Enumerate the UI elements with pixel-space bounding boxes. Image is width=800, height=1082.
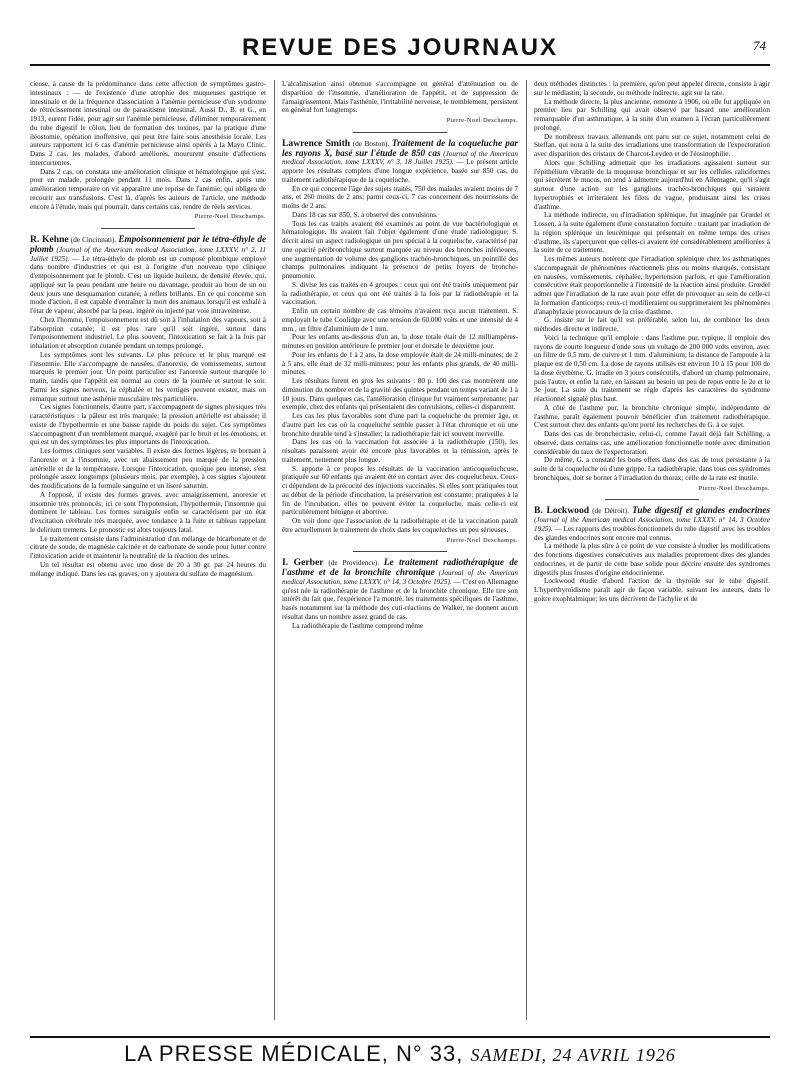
journal-reference: (Journal of the American medical Association, tome LXXXV, n° 14, 3 Octobre 1925). [534,516,770,533]
article-title: Traitement de la coqueluche par les rayons X, basé sur l'étude de 850 cas [282,137,518,158]
abstract-heading [282,139,518,185]
page-header [30,30,770,66]
paragraph: L'alcalinisation ainsi obtenue s'accompagne en général d'atténuation ou de disparition de l'insomnie, d'amélioration de l'appétit, et de suppression de l'amaigrissement. Mais l'asthénie, l'irritabilité nerveuse, le tremblement, persistent en général fort longtemps. [282,80,518,115]
paragraph: Les résultats furent en gros les suivants : 80 p. 100 des cas montrèrent une diminution du nombre et de la gravité des quintes pendant un temps variant de 1 à 10 jours. Dans quelques cas, l'amélioration clinique fut vraiment surprenante; par exemple, chez des enfants qui présentaient des convulsions, celles-ci disparurent. [282,377,518,412]
separator-rule [101,228,195,229]
author-name: B. Lockwood [534,505,590,517]
paragraph: Enfin un certain nombre de cas témoins n'avaient reçu aucun traitement. S. employait le tube Coolidge avec une tension de 60.000 volts et une intensité de 4 mm., un filtre d'aluminium de 1 mm. [282,307,518,333]
paragraph: Les formes cliniques sont variables. Il existe des formes légères, se bornant à l'anorexie et à l'insomnie, avec un abaissement peu marqué de la pression artérielle et de la température. Lorsque l'intoxication, quoique peu intense, s'est prolongée assez longtemps (plusieurs mois, par exemple), à ces signes s'ajoutent des modifications de la formule sanguine et un liseré saturnin. [30,447,266,490]
article-title: Le traitement radiothérapique de l'asthme et de la bronchite chronique [282,557,518,577]
journal-reference: (Journal of the American medical Association, tome LXXXV, n° 3, 18 Juillet 1925). [282,149,518,167]
column-divider [526,80,527,1020]
paragraph: Les symptômes sont les suivants. Le plus précoce et le plus marqué est l'insomnie. Elle s'accompagne de nausées, d'anorexie, de vomissements, surtout marqués le premier jour. Un point particulier est l'anorexie surtout marquée le matin, tandis que l'appétit est normal au cours de la journée et surtout le soir. Parmi les signes nerveux, la céphalée et les vertiges peuvent exister, mais on remarque surtout une asthénie musculaire très particulière. [30,350,266,403]
paragraph: Le traitement consiste dans l'administration d'un mélange de bicarbonate et de citrate de soude, de magnésie calcinée et de carbonate de soude pour lutter contre l'intoxication acide et maintenir la neutralité de la réaction des urines. [30,534,266,560]
abstract-heading [30,235,266,316]
journal-reference: (Journal of the American medical Association, tome LXXXV, n° 14, 3 Octobre 1925). [282,569,518,586]
paragraph: Ces signes fonctionnels, d'autre part, s'accompagnent de signes physiques très caractéristiques : la pâleur est très marquée; la pression artérielle est abaissée; il existe de l'hypothermie et une baisse rapide du poids du sujet. Ces symptômes s'accompagnent d'un tremblement marqué, exagéré par le bruit et les émotions, et qui est un des symptômes les plus importants de l'intoxication. [30,403,266,447]
paragraph: Dans des cas de bronchectasie, celui-ci, comme l'avait déjà fait Schilling, a observé, dans certains cas, une amélioration fonctionnelle notée avec diminution considérable du taux de l'expectoration. [534,430,770,456]
article-title: Tube digestif et glandes endocrines [632,505,770,516]
paragraph: — Le tétra-éthyle de plomb est un composé plombique employé dans nombre d'industries et qui est à l'origine d'un nouveau type clinique d'empoisonnement par le plomb. C'est un liquide huileux, de densité élevée, qui, appliqué sur la peau pendant une heure ou davantage, produit au bout de un ou deux jours une desquamation cutanée, à reflets brillants. En ce qui concerne son mode d'action, il est capable d'entraîner la mort des animaux lorsqu'il est exhalé à l'état de vapeur, absorbé par la peau, ingéré ou injecté par voie intraveineuse. [30,254,266,315]
author-name: I. Gerber [282,557,324,569]
abstract-heading [534,506,770,542]
separator-rule [353,551,447,552]
column-2 [282,80,518,1020]
paragraph: La méthode la plus sûre à ce point de vue consiste à étudier les modifications des fonctions digestives consécutives aux maladies proprement dites des glandes endocrines, et de partir de cette base solide pour décrire ensuite des syndromes digestifs plus frustes d'origine endocrinienne. [534,542,770,577]
paragraph: Les mêmes auteurs notèrent que l'irradiation splénique chez les asthmatiques s'accompagnait de phénomènes réactionnels plus ou moins marqués, consistant en nausées, vomissements, céphalée, hypertension parfois, et que l'amélioration consécutive était proportionnelle à l'intensité de la réaction ainsi produite. Grœdel admet que l'irradiation de la rate avait pour effet de provoquer au sein de celle-ci la formation d'anticorps; ceux-ci modifieraient ou supprimeraient les phénomènes d'anaphylaxie provocateurs de la crise d'asthme. [534,255,770,316]
paragraph: — Les rapports des troubles fonctionnels du tube digestif avec les troubles des glandes endocrines sont encore mal connus. [534,524,770,542]
paragraph: cieuse, à cause de la prédominance dans cette affection de symptômes gastro-intestinaux : — de l'existence d'une atrophie des muqueuses gastrique et intestinale et de la fréquence d'association à l'anémie pernicieuse d'un syndrome de rétrécissement intestinal ou de parasitisme intestinal. Aussi D., B. et G., en 1913, eurent l'idée, pour agir sur l'anémie pernicieuse, d'éliminer temporairement du tube digestif le côlon, lieu de formation des toxines, par la pratique d'une iléostomie, opération inoffensive, qui peut être faite sous anesthésie locale. Les auteurs rapportent ici 6 cas d'anémie pernicieuse ainsi opérés à la Mayo Clinic. Dans 2 cas, les malades, d'abord améliorés, moururent ensuite d'affections intercurrentes. [30,80,266,167]
paragraph: La méthode indirecte, ou d'irradiation splénique, fut imaginée par Grœdel et Lossen, à la suite également d'une constatation fortuite : traitant par irradiation de la région splénique un leucémique qui présentait en même temps des crises d'asthme, ils s'aperçurent que celles-ci avaient été considérablement améliorées à la suite de ce traitement. [534,211,770,255]
paragraph: On voit donc que l'association de la radiothérapie et de la vaccination paraît être actuellement le traitement de choix dans les coqueluches un peu sérieuses. [282,517,518,534]
journal-section-title: REVUE DES JOURNAUX [241,34,559,61]
paragraph: Lockwood étudie d'abord l'action de la thyroïde sur le tube digestif. L'hyperthyroïdisme paraît agir de façon variable, suivant les auteurs, dans le goitre exophtalmique; les uns décrivent de l'achylie et de [534,577,770,603]
paragraph: Voici la technique qu'il emploie : dans l'asthme pur, typique, il emploie des rayons de courte longueur d'onde sous un voltage de 200 000 volts environ, avec un filtre de 0,5 mm. de cuivre et 1 mm. d'aluminium; la distance de l'ampoule à la plaque est de 0,50 cm. La dose de rayons utilisés est environ 10 à 15 pour 100 de la dose érythème. G. irradie en 3 jours consécutifs, d'abord un champ pulmonaire, puis l'autre, et enfin la rate, en laissant au besoin un peu de repos entre le 2e et le 3e jour. La suite du traitement se règle d'après les caractères du syndrome réactionnel signalé plus haut. [534,333,770,403]
paragraph: La radiothérapie de l'asthme comprend même [292,621,424,630]
abstract-heading [282,558,518,621]
page-number: 74 [753,38,766,53]
paragraph: Chez l'homme, l'empoisonnement est dû soit à l'inhalation des vapeurs, soit à l'absorption cutanée; il est plus rare qu'il soit ingéré, surtout dans l'empoisonnement industriel. Le plus souvent, l'intoxication se fait à la fois par inhalation et absorption cutanée pendant un temps prolongé. [30,315,266,350]
author-place: (de Détroit). [592,507,629,516]
signature: Pierre-Noel Deschamps. [698,484,770,492]
paragraph: S. apporte à ce propos les résultats de la vaccination anticoqueluchcuse, pratiquée sur 60 enfants qui avaient été en contact avec des coquelucheux. Ceux-ci dépendent de la précocité des injections vaccinales. Si elles sont pratiquées tout au début de la période d'incubation, la préservation est constante; pratiquées à la fin de l'incubation, elles ne peuvent éviter la coqueluche, mais celle-ci est particulièrement bénigne et abortive. [282,464,518,517]
issue-date: SAMEDI, 24 AVRIL 1926 [470,1045,676,1065]
paragraph: La méthode directe, la plus ancienne, remonte à 1906, où elle fut appliquée en premier lieu par Schilling qui avait observé par hasard une amélioration remarquable d'un asthmatique, à la suite d'un examen à l'écran particulièrement prolongé. [534,97,770,132]
paragraph: — Le présent article apporte les résultats complets d'une longue expérience, basée sur 850 cas, du traitement radiothérapique de la coqueluche. [282,158,518,184]
author-place: (de Providence). [328,559,379,568]
author-name: R. Kehne [30,234,69,245]
paragraph: deux méthodes distinctes : la première, qu'on peut appeler directe, consiste à agir sur le médiastin; la seconde, ou méthode indirecte, agit sur la rate. [534,80,770,97]
paragraph: De nombreux travaux allemands ont paru sur ce sujet, notamment celui de Steffan, qui nota à la suite des irradiations une transformation de l'expectoration avec disparition des cristaux de Charcot-Leyden et de l'éosinophilie. [534,132,770,158]
paragraph: Les cas les plus favorables sont d'une part la coqueluche du premier âge, et d'autre part les cas où la coqueluche semble passer à l'état chronique et où une bronchite durable tend à s'installer; la radiothérapie fait ici souvent merveille. [282,412,518,438]
publication-name: LA PRESSE MÉDICALE, N° 33, [124,1041,464,1066]
paragraph: A l'opposé, il existe des formes graves, avec amaigrissement, anorexie et insomnie très prononcés; ici ce sont l'hypotension, l'hypothermie, l'insomnie qui dominent le tableau. Les formes suraiguës enfin se caractérisent par un état d'excitation cérébrale très marquée, avec tendance à la fuite et tableau rappelant le delirium tremens. Le pronostic est alors toujours fatal. [30,490,266,534]
paragraph: Pour les enfants de 1 à 2 ans, la dose employée était de 24 milli-minutes; de 2 à 5 ans, elle était de 32 milli-minutes; pour les enfants plus grands, de 40 milli-minutes. [282,350,518,377]
paragraph: A côté de l'asthme pur, la bronchite chronique simple, indépendante de l'asthme, paraît également pouvoir bénéficier d'un traitement radiothérapique. C'est surtout chez des enfants qu'ont porté les recherches de G. à ce sujet. [534,403,770,430]
separator-rule [605,499,699,500]
author-name: Lawrence Smith [282,137,351,149]
signature: Pierre-Noel Deschamps. [446,117,518,124]
paragraph: Dans 2 cas, on constata une amélioration clinique et hématologique qui s'est, pour un malade, prolongée pendant 11 mois. Dans 2 cas enfin, après une amélioration temporaire on vit apparaître une reprise de l'anémie, qui obligea de recourir aux transfusions. C'est là, d'après les auteurs de l'article, une méthode encore à l'étude, mais qui pourrait, dans certains cas, rendre de réels services. [30,167,266,211]
article-title: Empoisonnement par le tétra-éthyle de plomb [30,234,266,254]
paragraph: G. insiste sur le fait qu'il est préférable, selon lui, de combiner les deux méthodes directe et indirecte. [534,316,770,333]
signature: Pierre-Noel Deschamps. [194,213,266,221]
paragraph: Tous les cas traités avaient été examinés au point de vue bactériologique et hématologique. Ils avaient fait l'objet également d'une étude radiologique; S. décrit ainsi un aspect radiologique un peu spécial à la coqueluche, caractérisé par une opacité péribronchique surtout marquée au niveau des bronches inférieures, une augmentation de volume des ganglions trachéo-bronchiques, un pointillé des champs pulmonaires indiquant la présence de petits foyers de broncho-pneumonie. [282,219,518,280]
column-1 [30,80,266,1020]
paragraph: En ce qui concerne l'âge des sujets traités, 750 des malades avaient moins de 7 ans, et 260 moins de 2 ans; parmi ceux-ci, 7 cas concernent des nourrissons de moins de 2 ans. [282,184,518,210]
column-3 [534,80,770,1020]
column-divider [274,80,275,1020]
paragraph: S. divise les cas traités en 4 groupes : ceux qui ont été traités uniquement par la radiothérapie, et ceux qui ont été traités à la fois par la radiothérapie et la vaccination. [282,280,518,307]
paragraph: Alors que Schilling admettait que les irradiations agissaient surtout sur l'épithélium vibratile de la muqueuse bronchique et sur les cellules caliciformes qui sécrètent le mucus, on tend à admettre aujourd'hui en Allemagne, qu'il s'agit surtout d'une action sur les ganglions trachéo-bronchiques qui seraient hypertrophiés et irriteraient les filets du vague, produisant ainsi les crises d'asthme. [534,158,770,211]
author-place: (de Cincinnati). [70,236,117,244]
author-place: (de Boston). [352,139,390,148]
page-footer [30,1036,770,1067]
signature: Pierre-Noel Deschamps. [446,536,518,544]
paragraph: Dans les cas où la vaccination fut associée à la radiothérapie (150), les résultats paraissent avoir été encore plus favorables et la rémission, après le traitement, nettement plus longue. [282,438,518,464]
paragraph: Dans 18 cas sur 850, S. a observé des convulsions. [292,210,438,219]
paragraph: Pour les enfants au-dessous d'un an, la dose totale était de 12 milliampères-minutes en position antérieure le premier jour et dorsale le deuxième jour. [282,333,518,350]
journal-reference: (Journal of the American medical Association, tome LXXXV, n° 2, 11 Juillet 1925). [30,245,266,263]
paragraph: Un tel résultat est obtenu avec une dose de 20 à 30 gr. par 24 heures du mélange indiqué. Dans les cas graves, on y ajoutera du sulfate de magnésium. [30,560,266,578]
separator-rule [353,132,447,133]
paragraph: — C'est en Allemagne qu'est née la radiothérapie de l'asthme et de la bronchite chronique. Elle tire son intérêt du fait que, l'expérience l'a montré, les traitements spécifiques de l'asthme, basés notamment sur la méthode des cuti-réactions de Walker, ne donnent aucun résultat dans un nombre assez grand de cas. [282,577,518,621]
paragraph: De même, G. a constaté les bons effets dans des cas de toux persistante à la suite de la coqueluche ou d'une grippe. La radiothérapie, dans tous ces syndromes bronchiques, doit se borner à l'irradiation du thorax; celle de la rate est inutile. [534,456,770,482]
